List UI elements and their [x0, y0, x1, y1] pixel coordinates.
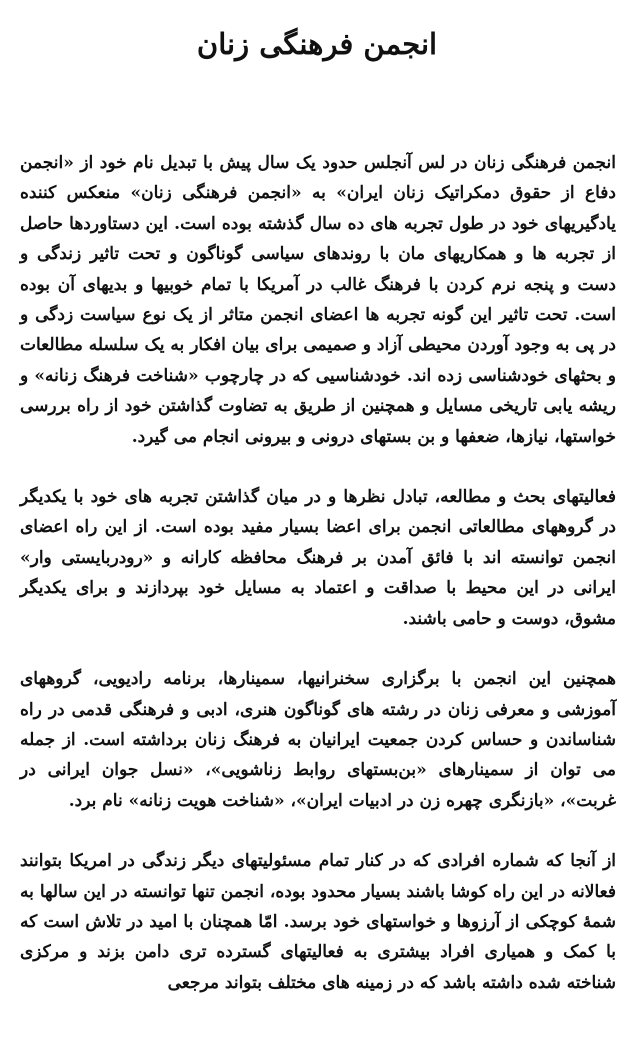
paragraph-3: همچنین این انجمن با برگزاری سخنرانیها، سمینارها، برنامه رادیویی، گروههای آموزشی و معرفی زنان در رشته های گوناگون هنری، ادبی و فرهنگی قدمی در راه شناساندن و حساس کردن جمعیت ایرانیان به فرهنگ زنان برداشته است. از جمله می توان از سمینارهای «بن‌بستهای روابط زناشویی»، «نسل جوان ایرانی در غربت»، «بازنگری چهره زن در ادبیات ایران»، «شناخت هویت زنانه» نام برد. — [20, 669, 616, 811]
article-body — [20, 148, 616, 998]
paragraph-2: فعالیتهای بحث و مطالعه، تبادل نظرها و در میان گذاشتن تجربه های خود با یکدیگر در گروههای مطالعاتی انجمن برای اعضا بسیار مفید بوده است. از این راه اعضای انجمن توانسته اند با فائق آمدن بر فرهنگ محافظه کارانه و «رودربایستی وار» ایرانی در این محیط با صداقت و اعتماد به مسایل خود بپردازند و برای یکدیگر مشوق، دوست و حامی باشند. — [20, 487, 616, 629]
page-title: انجمن فرهنگی زنان — [196, 27, 438, 61]
paragraph-1: انجمن فرهنگی زنان در لس آنجلس حدود یک سال پیش با تبدیل نام خود از «انجمن دفاع از حقوق دمکراتیک زنان ایران» به «انجمن فرهنگی زنان» منعکس کننده یادگیریهای خود در طول تجربه های ده سال گذشته بوده است. این دستاوردها حاصل از تجربه ها و همکاریهای مان با روندهای سیاسی گوناگون و تحت تاثیر زندگی و دست و پنجه نرم کردن با فرهنگ غالب در آمریکا با تمام خوبیها و بدیهای آن بوده است. تحت تاثیر این گونه تجربه ها اعضای انجمن متاثر از یک نوع سیاست زدگی و در پی به وجود آوردن محیطی آزاد و صمیمی برای بیان افکار به یک سلسله مطالعات و بحثهای خودشناسی زده اند. خودشناسیی که در چارچوب «شناخت فرهنگ زنانه» و ریشه یابی تاریخی مسایل و همچنین از طریق به تضاوت گذاشتن خود از راه بررسی خواستها، نیازها، ضعفها و بن بستهای درونی و بیرونی انجام می گیرد. — [20, 153, 617, 447]
paragraph-4: از آنجا که شماره افرادی که در کنار تمام مسئولیتهای دیگر زندگی در امریکا بتوانند فعالانه در این راه کوشا باشند بسیار محدود بوده، انجمن تنها توانسته در این سالها به شمهٔ کوچکی از آرزوها و خواستهای خود برسد. امّا همچنان با امید در تلاش است که با کمک و همیاری افراد بیشتری به فعالیتهای گسترده تری دامن بزند و مرکزی شناخته شده داشته باشد که در زمینه های مختلف بتواند مرجعی — [20, 851, 616, 993]
